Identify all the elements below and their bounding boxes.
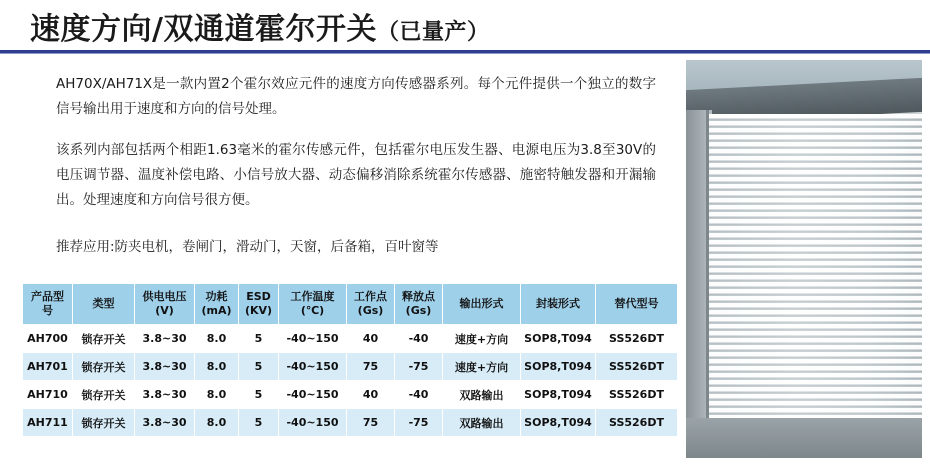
paragraph-applications: 推荐应用:防夹电机，卷闸门，滑动门，天窗，后备箱，百叶窗等 [56, 239, 439, 255]
page-title-main: 速度方向/双通道霍尔开关 [30, 12, 377, 47]
table-cell-package: SOP8,T094 [521, 325, 596, 353]
header-line: 替代型号 [614, 297, 659, 310]
photo-ground [686, 418, 922, 458]
table-cell-model: AH711 [23, 409, 73, 437]
table-cell-temp: -40~150 [279, 409, 347, 437]
table-cell-package: SOP8,T094 [521, 409, 596, 437]
table-header-cell [347, 284, 395, 325]
table-cell-esd: 5 [239, 353, 279, 381]
title-divider-secondary [0, 53, 930, 54]
table-header-cell [279, 284, 347, 325]
table-cell-type: 锁存开关 [73, 381, 135, 409]
page-title [30, 4, 489, 48]
table-cell-output: 双路输出 [443, 381, 521, 409]
header-line: (Gs) [357, 304, 384, 317]
header-line: (mA) [201, 304, 232, 317]
table-cell-voltage: 3.8~30 [135, 325, 195, 353]
paragraph-details: 该系列内部包括两个相距1.63毫米的霍尔传感元件，包括霍尔电压发生器、电源电压为3.8至30V的电压调节器、温度补偿电路、小信号放大器、动态偏移消除系统霍尔传感器、施密特触发器和开漏输出。处理速度和方向信号很方便。 [56, 142, 656, 208]
table-cell-package: SOP8,T094 [521, 381, 596, 409]
header-line: 产品型 [31, 290, 64, 303]
table-cell-release: -75 [395, 353, 443, 381]
spec-table [22, 283, 678, 437]
table-cell-operate: 75 [347, 409, 395, 437]
header-line: 类型 [92, 297, 115, 310]
table-cell-alternative: SS526DT [596, 381, 678, 409]
header-line: 供电电压 [142, 290, 187, 303]
title-area [0, 0, 930, 52]
table-cell-model: AH710 [23, 381, 73, 409]
table-cell-esd: 5 [239, 381, 279, 409]
table-cell-output: 速度+方向 [443, 325, 521, 353]
header-line: ESD [246, 290, 271, 303]
table-cell-output: 速度+方向 [443, 353, 521, 381]
table-cell-temp: -40~150 [279, 325, 347, 353]
table-cell-alternative: SS526DT [596, 409, 678, 437]
photo-rolling-door [708, 114, 922, 458]
table-header-cell [521, 284, 596, 325]
header-line: (V) [155, 304, 174, 317]
table-header-cell [135, 284, 195, 325]
table-cell-temp: -40~150 [279, 381, 347, 409]
header-line: 功耗 [205, 290, 228, 303]
table-cell-package: SOP8,T094 [521, 353, 596, 381]
table-header-cell [73, 284, 135, 325]
table-cell-temp: -40~150 [279, 353, 347, 381]
body-text-column [56, 72, 656, 260]
table-cell-voltage: 3.8~30 [135, 353, 195, 381]
header-line: 号 [42, 304, 53, 317]
table-row [23, 409, 678, 437]
table-cell-type: 锁存开关 [73, 325, 135, 353]
table-header-cell [596, 284, 678, 325]
table-cell-model: AH701 [23, 353, 73, 381]
table-cell-power: 8.0 [195, 409, 239, 437]
table-cell-alternative: SS526DT [596, 325, 678, 353]
table-cell-power: 8.0 [195, 353, 239, 381]
table-cell-output: 双路输出 [443, 409, 521, 437]
header-line: 输出形式 [459, 297, 504, 310]
header-line: (KV) [244, 304, 273, 317]
table-cell-power: 8.0 [195, 381, 239, 409]
table-cell-type: 锁存开关 [73, 353, 135, 381]
table-row [23, 381, 678, 409]
paragraph-overview: AH70X/AH71X是一款内置2个霍尔效应元件的速度方向传感器系列。每个元件提供一个独立的数字信号输出用于速度和方向的信号处理。 [56, 76, 656, 117]
header-line: 释放点 [402, 290, 435, 303]
table-cell-release: -40 [395, 325, 443, 353]
table-cell-voltage: 3.8~30 [135, 381, 195, 409]
table-header-cell [195, 284, 239, 325]
table-cell-power: 8.0 [195, 325, 239, 353]
table-cell-voltage: 3.8~30 [135, 409, 195, 437]
table-cell-type: 锁存开关 [73, 409, 135, 437]
table-row [23, 353, 678, 381]
product-application-photo [686, 60, 922, 458]
table-header-cell [395, 284, 443, 325]
header-line: 封装形式 [536, 297, 580, 310]
table-header-cell [443, 284, 521, 325]
header-line: (℃) [300, 304, 325, 317]
table-cell-esd: 5 [239, 409, 279, 437]
photo-door-frame [706, 110, 709, 458]
page-title-suffix: （已量产） [376, 20, 490, 45]
table-header-cell [239, 284, 279, 325]
table-cell-release: -40 [395, 381, 443, 409]
table-cell-esd: 5 [239, 325, 279, 353]
table-cell-operate: 75 [347, 353, 395, 381]
header-line: 工作点 [354, 290, 387, 303]
table-cell-release: -75 [395, 409, 443, 437]
table-header-cell [23, 284, 73, 325]
header-line: 工作温度 [290, 290, 335, 303]
table-cell-operate: 40 [347, 325, 395, 353]
table-cell-model: AH700 [23, 325, 73, 353]
table-header-row [23, 284, 678, 325]
table-cell-operate: 40 [347, 381, 395, 409]
table-row [23, 325, 678, 353]
table-cell-alternative: SS526DT [596, 353, 678, 381]
header-line: (Gs) [405, 304, 432, 317]
